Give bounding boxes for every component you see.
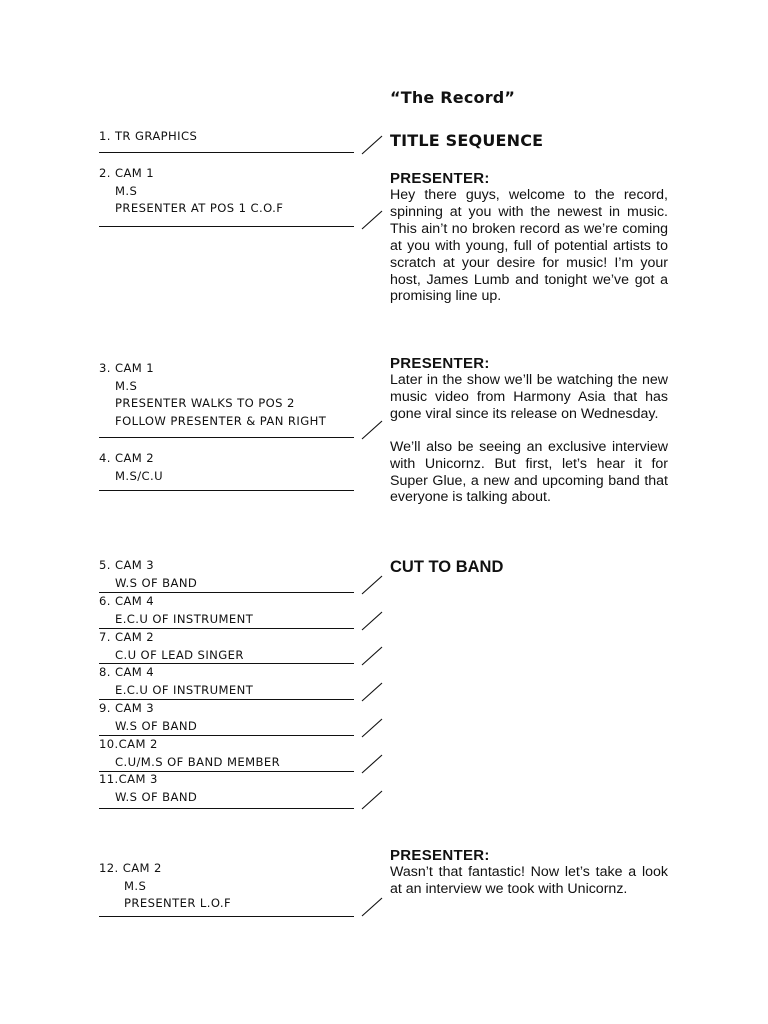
shot-line: C.U OF LEAD SINGER: [115, 647, 244, 662]
shot-rule: [99, 152, 354, 153]
cut-to-band-heading: CUT TO BAND: [390, 558, 504, 576]
slash-mark: [360, 718, 384, 738]
shot-line: 8. CAM 4: [99, 665, 155, 679]
shot-6: [99, 593, 354, 628]
speech-text: Wasn’t that fantastic! Now let’s take a look at an interview we took with Unicornz.: [390, 864, 668, 897]
shot-line: 3. CAM 1: [99, 361, 155, 375]
slash-mark: [360, 575, 384, 595]
presenter-block-2: [390, 355, 668, 506]
shot-rule: [99, 226, 354, 227]
shot-line: PRESENTER L.O.F: [124, 896, 232, 911]
shot-line: PRESENTER AT POS 1 C.O.F: [115, 201, 284, 216]
presenter-block-3: [390, 847, 668, 898]
shot-line: 7. CAM 2: [99, 630, 155, 644]
shot-line: 12. CAM 2: [99, 861, 162, 875]
slash-mark: [360, 646, 384, 666]
shot-line: M.S: [115, 183, 138, 198]
slash-mark: [360, 682, 384, 702]
shot-line: 5. CAM 3: [99, 558, 155, 572]
shot-line: W.S OF BAND: [115, 789, 198, 804]
slash-mark: [360, 210, 384, 230]
shot-line: 1. TR GRAPHICS: [99, 129, 198, 143]
shot-rule: [99, 916, 354, 917]
slash-mark: [360, 790, 384, 810]
shot-line: 11.CAM 3: [99, 772, 158, 786]
shot-line: 2. CAM 1: [99, 166, 155, 180]
shot-12: [99, 860, 354, 913]
slash-mark: [360, 754, 384, 774]
shot-line: PRESENTER WALKS TO POS 2: [115, 396, 295, 411]
shot-line: C.U/M.S OF BAND MEMBER: [115, 754, 281, 769]
shot-8: [99, 664, 354, 699]
shot-rule: [99, 490, 354, 491]
shot-7: [99, 629, 354, 664]
shot-line: W.S OF BAND: [115, 718, 198, 733]
shot-line: E.C.U OF INSTRUMENT: [115, 682, 254, 697]
shot-2: [99, 165, 354, 218]
presenter-block-1: [390, 170, 668, 305]
shot-4: [99, 450, 354, 485]
speaker-label: PRESENTER:: [390, 170, 490, 187]
shot-line: 6. CAM 4: [99, 594, 155, 608]
slash-mark: [360, 420, 384, 440]
shot-rule: [99, 808, 354, 809]
shot-line: M.S: [124, 878, 147, 893]
shot-10: [99, 736, 354, 771]
shot-line: M.S/C.U: [115, 468, 164, 483]
speech-text-2: We’ll also be seeing an exclusive interview with Unicornz. But first, let’s hear it for Super Glue, a new and upcoming band that everyone is talking about.: [390, 438, 668, 506]
shot-rule: [99, 437, 354, 438]
speaker-label: PRESENTER:: [390, 847, 490, 864]
shot-5: [99, 557, 354, 592]
speech-text: Hey there guys, welcome to the record, spinning at you with the newest in music. This ain’t no broken record as we’re coming at you with young, full of potential artists to scratch at your desire for music! I’m your host, James Lumb and tonight we’ve got a promising line up.: [390, 187, 668, 305]
title-sequence-heading: TITLE SEQUENCE: [390, 131, 544, 150]
shot-3: [99, 360, 354, 430]
shot-line: FOLLOW PRESENTER & PAN RIGHT: [115, 413, 327, 428]
speaker-label: PRESENTER:: [390, 355, 490, 372]
shot-1: [99, 128, 354, 146]
speech-text: Later in the show we’ll be watching the new music video from Harmony Asia that has gone viral since its release on Wednesday.: [390, 372, 668, 422]
document-title: “The Record”: [390, 88, 516, 107]
shot-line: W.S OF BAND: [115, 575, 198, 590]
shot-line: E.C.U OF INSTRUMENT: [115, 611, 254, 626]
shot-line: 10.CAM 2: [99, 737, 158, 751]
slash-mark: [360, 611, 384, 631]
shot-line: 9. CAM 3: [99, 701, 155, 715]
slash-mark: [360, 897, 384, 917]
slash-mark: [360, 135, 384, 155]
shot-9: [99, 700, 354, 735]
shot-line: M.S: [115, 378, 138, 393]
shot-11: [99, 771, 354, 806]
shot-line: 4. CAM 2: [99, 451, 155, 465]
